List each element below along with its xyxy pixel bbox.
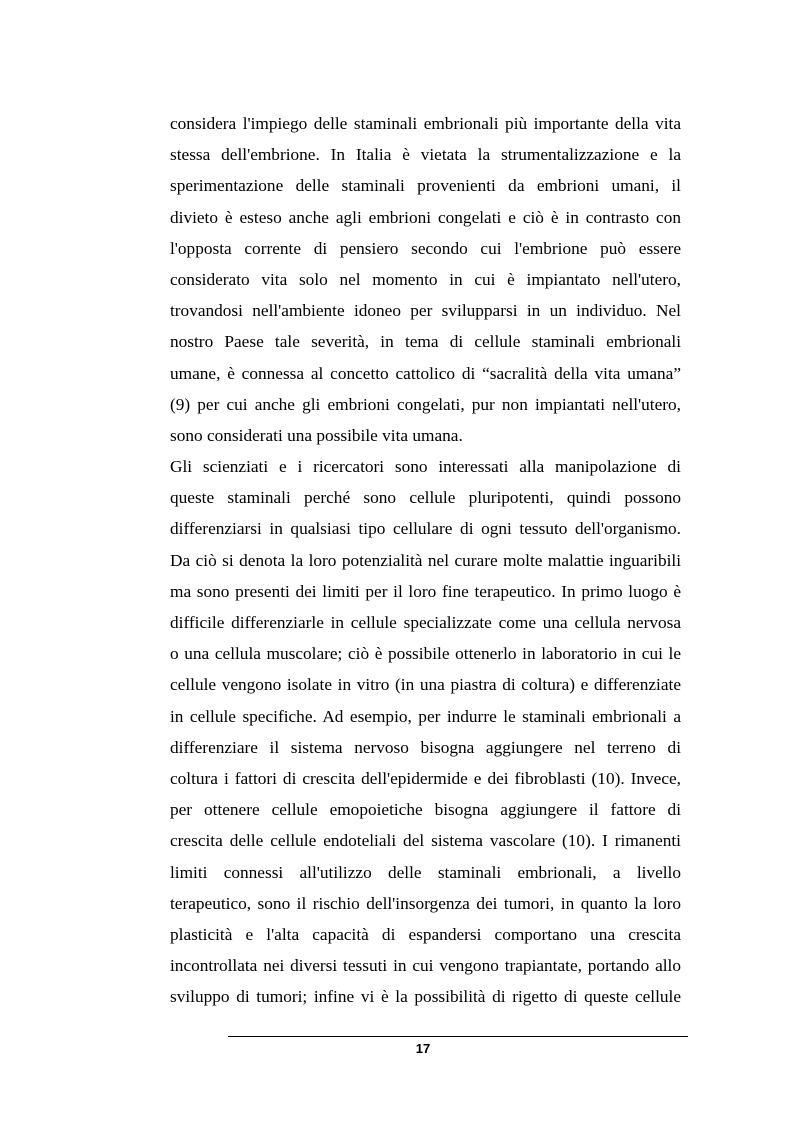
text-line: l'opposta corrente di pensiero secondo cui l'embrione può essere (170, 238, 681, 258)
text-line: differenziare il sistema nervoso bisogna aggiungere nel terreno di (170, 737, 681, 757)
text-line: Gli scienziati e i ricercatori sono interessati alla manipolazione di (170, 457, 681, 477)
text-line: difficile differenziarle in cellule specializzate come una cellula nervosa (170, 613, 681, 632)
text-line: plasticità e l'alta capacità di espandersi comportano una crescita (170, 924, 681, 944)
text-line: divieto è esteso anche agli embrioni congelati e ciò è in contrasto con (170, 207, 681, 227)
text-line: cellule vengono isolate in vitro (in una piastra di coltura) e differenziate (170, 675, 681, 695)
text-line: terapeutico, sono il rischio dell'insorgenza dei tumori, in quanto la loro (170, 893, 681, 913)
text-line: o una cellula muscolare; ciò è possibile ottenerlo in laboratorio in cui le (170, 644, 681, 664)
text-line: incontrollata nei diversi tessuti in cui vengono trapiantate, portando allo (170, 956, 681, 976)
footer-divider (228, 1036, 688, 1037)
text-line: stessa dell'embrione. In Italia è vietata la strumentalizzazione e la (170, 145, 681, 165)
text-line: coltura i fattori di crescita dell'epidermide e dei fibroblasti (10). Invece, (170, 768, 681, 788)
text-line: considera l'impiego delle staminali embrionali più importante della vita (170, 114, 681, 133)
text-line: Da ciò si denota la loro potenzialità nel curare molte malattie inguaribili (170, 550, 681, 570)
text-line: sviluppo di tumori; infine vi è la possibilità di rigetto di queste cellule (170, 987, 681, 1007)
text-line: nostro Paese tale severità, in tema di cellule staminali embrionali (170, 332, 681, 352)
text-line-paragraph-end: sono considerati una possibile vita umana. (170, 425, 463, 445)
page-number: 17 (415, 1041, 431, 1056)
text-line: considerato vita solo nel momento in cui è impiantato nell'utero, (170, 269, 681, 289)
text-line: crescita delle cellule endoteliali del sistema vascolare (10). I rimanenti (170, 831, 681, 851)
text-line: per ottenere cellule emopoietiche bisogna aggiungere il fattore di (170, 800, 681, 820)
body-text (170, 108, 681, 1012)
text-line: (9) per cui anche gli embrioni congelati, pur non impiantati nell'utero, (170, 394, 681, 414)
text-line: in cellule specifiche. Ad esempio, per indurre le staminali embrionali a (170, 706, 681, 726)
text-line: umane, è connessa al concetto cattolico di “sacralità della vita umana” (170, 363, 681, 383)
text-line: differenziarsi in qualsiasi tipo cellulare di ogni tessuto dell'organismo. (170, 519, 681, 539)
text-line: trovandosi nell'ambiente idoneo per svilupparsi in un individuo. Nel (170, 301, 681, 321)
text-line: queste staminali perché sono cellule pluripotenti, quindi possono (170, 488, 681, 508)
text-line: sperimentazione delle staminali provenienti da embrioni umani, il (170, 176, 681, 196)
text-line: limiti connessi all'utilizzo delle staminali embrionali, a livello (170, 862, 681, 882)
text-line: ma sono presenti dei limiti per il loro fine terapeutico. In primo luogo è (170, 581, 681, 601)
